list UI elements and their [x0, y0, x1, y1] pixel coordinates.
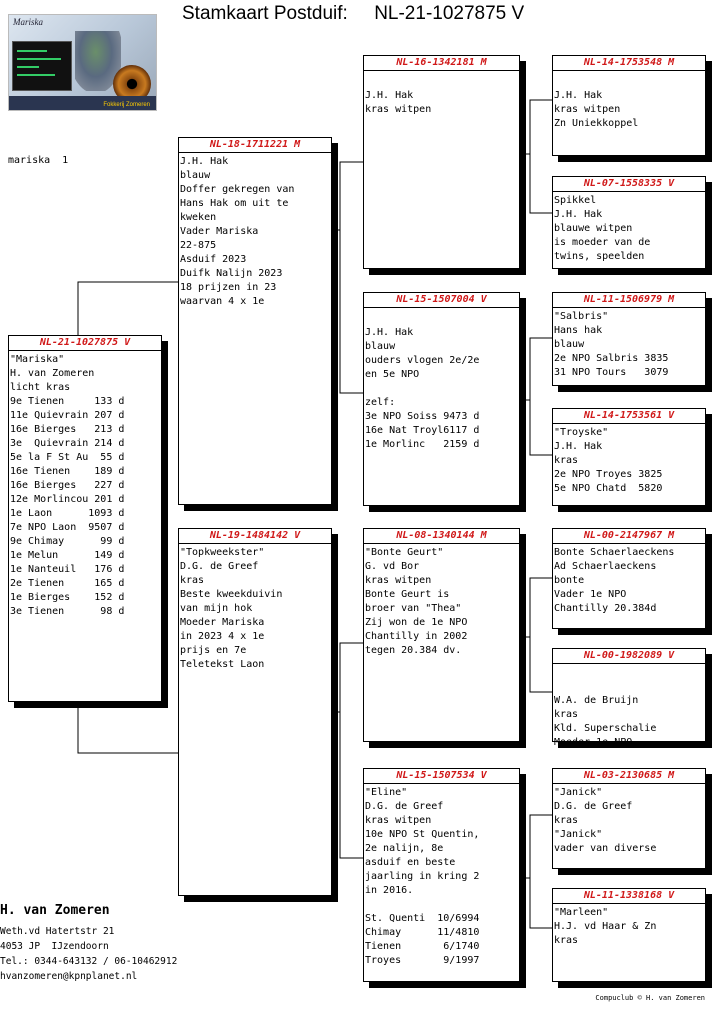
card-note: mariska 1 [8, 155, 69, 166]
detail-line: 10e NPO St Quentin, [365, 829, 480, 840]
detail-line: 12e Morlincou 201 d [10, 494, 125, 505]
card-details [553, 784, 705, 856]
card-details [9, 351, 161, 619]
ring-number: NL-08-1340144 M [364, 529, 519, 544]
detail-line: 11e Quievrain 207 d [10, 410, 125, 421]
photo-label: Mariska [13, 17, 43, 27]
detail-line: in 2016. [365, 885, 414, 896]
detail-line: "Salbris" [554, 311, 609, 322]
detail-line: Vader 1e NPO [554, 589, 627, 600]
photo-badge: Fokkerij Zomeren [103, 102, 150, 108]
detail-line: "Topkweekster" [180, 547, 265, 558]
detail-line [365, 898, 519, 912]
detail-line: licht kras [10, 382, 71, 393]
detail-line: "Bonte Geurt" [365, 547, 444, 558]
detail-line: "Janick" [554, 829, 603, 840]
detail-line: 5e NPO Chatd 5820 [554, 483, 663, 494]
detail-line: 1e Laon 1093 d [10, 508, 125, 519]
detail-line: 16e Nat Troyl6117 d [365, 425, 480, 436]
pedigree-card-maternal-grandfather[interactable] [363, 528, 520, 742]
owner-city: 4053 JP IJzendoorn [0, 941, 109, 952]
pedigree-card-paternal-grandmother[interactable] [363, 292, 520, 506]
detail-line: "Mariska" [10, 354, 65, 365]
detail-line: 16e Bierges 213 d [10, 424, 125, 435]
detail-line: 3e Quievrain 214 d [10, 438, 125, 449]
detail-line: 9e Tienen 133 d [10, 396, 125, 407]
detail-line: kras [180, 575, 205, 586]
detail-line: 2e nalijn, 8e [365, 843, 444, 854]
detail-line: Bonte Schaerlaeckens [554, 547, 675, 558]
detail-line: 3e Tienen 98 d [10, 606, 125, 617]
detail-line: Moeder Mariska [180, 617, 265, 628]
detail-line: 5e la F St Au 55 d [10, 452, 125, 463]
pedigree-card-mother[interactable] [178, 528, 332, 896]
card-details [364, 308, 519, 452]
pedigree-card-ggf-4[interactable] [552, 768, 706, 869]
ring-number: NL-14-1753561 V [553, 409, 705, 424]
detail-line: kras witpen [365, 575, 432, 586]
detail-line: jaarling in kring 2 [365, 871, 480, 882]
detail-line: 16e Bierges 227 d [10, 480, 125, 491]
detail-line: 9e Chimay 99 d [10, 536, 125, 547]
detail-line: ouders vlogen 2e/2e [365, 355, 480, 366]
detail-line: Zij won de 1e NPO [365, 617, 468, 628]
detail-line: kras witpen [365, 815, 432, 826]
detail-line: blauwe witpen [554, 223, 633, 234]
detail-line: Chimay 11/4810 [365, 927, 480, 938]
detail-line: Spikkel [554, 195, 597, 206]
detail-line: 7e NPO Laon 9507 d [10, 522, 125, 533]
detail-line: J.H. Hak [554, 209, 603, 220]
detail-line: Chantilly 20.384d [554, 603, 657, 614]
detail-line: 1e Nanteuil 176 d [10, 564, 125, 575]
detail-line: kras witpen [365, 104, 432, 115]
detail-line: 18 prijzen in 23 [180, 282, 277, 293]
detail-line: D.G. de Greef [554, 801, 633, 812]
detail-line: vader van diverse [554, 843, 657, 854]
ring-number: NL-18-1711221 M [179, 138, 331, 153]
card-details [364, 71, 519, 117]
detail-line: St. Quenti 10/6994 [365, 913, 480, 924]
detail-line: 1e Melun 149 d [10, 550, 125, 561]
card-details [179, 544, 331, 672]
card-details [364, 544, 519, 658]
detail-line: W.A. de Bruijn [554, 695, 639, 706]
ring-number: NL-15-1507004 V [364, 293, 519, 308]
detail-line: Asduif 2023 [180, 254, 247, 265]
detail-line: prijs en 7e [180, 645, 247, 656]
ring-number: NL-21-1027875 V [9, 336, 161, 351]
detail-line: kras [554, 935, 579, 946]
ring-number: NL-00-2147967 M [553, 529, 705, 544]
ring-number: NL-14-1753548 M [553, 56, 705, 71]
detail-line: J.H. Hak [365, 327, 414, 338]
detail-line: twins, speelden [554, 251, 645, 262]
detail-line: Hans Hak om uit te [180, 198, 289, 209]
detail-line: Tienen 6/1740 [365, 941, 480, 952]
detail-line: H. van Zomeren [10, 368, 95, 379]
detail-line: D.G. de Greef [365, 801, 444, 812]
pedigree-card-ggm-4[interactable] [552, 888, 706, 982]
detail-line: waarvan 4 x 1e [180, 296, 265, 307]
ring-number: NL-07-1558335 V [553, 177, 705, 192]
detail-line: Moeder 1e NPO [554, 737, 633, 748]
owner-street: Weth.vd Hatertstr 21 [0, 926, 115, 937]
detail-line: Doffer gekregen van [180, 184, 295, 195]
ring-number: NL-15-1507534 V [364, 769, 519, 784]
ring-number: NL-11-1338168 V [553, 889, 705, 904]
detail-line: H.J. vd Haar & Zn [554, 921, 657, 932]
detail-line: Troyes 9/1997 [365, 955, 480, 966]
pedigree-card-ggm-1[interactable] [552, 176, 706, 269]
owner-name: H. van Zomeren [0, 903, 110, 918]
detail-line: 2e NPO Troyes 3825 [554, 469, 663, 480]
detail-line: 2e Tienen 165 d [10, 578, 125, 589]
page-title: Stamkaart Postduif: NL-21-1027875 V [182, 3, 525, 24]
detail-line: zelf: [365, 397, 396, 408]
ring-number: NL-03-2130685 M [553, 769, 705, 784]
pedigree-card-ggm-2[interactable] [552, 408, 706, 506]
detail-line: asduif en beste [365, 857, 456, 868]
detail-line: en 5e NPO [365, 369, 420, 380]
card-details [553, 192, 705, 264]
detail-line: blauw [180, 170, 211, 181]
detail-line: Bonte Geurt is [365, 589, 450, 600]
detail-line [554, 666, 705, 680]
detail-line [554, 680, 705, 694]
detail-line: Ad Schaerlaeckens [554, 561, 657, 572]
detail-line: 31 NPO Tours 3079 [554, 367, 669, 378]
pedigree-card-ggf-3[interactable] [552, 528, 706, 629]
detail-line: kras [554, 815, 579, 826]
detail-line: 22-875 [180, 240, 217, 251]
pedigree-card-father[interactable] [178, 137, 332, 505]
ring-number: NL-19-1484142 V [179, 529, 331, 544]
detail-line: J.H. Hak [554, 90, 603, 101]
ring-number: NL-00-1982089 V [553, 649, 705, 664]
card-details [553, 904, 705, 948]
detail-line: 3e NPO Soiss 9473 d [365, 411, 480, 422]
detail-line: Zn Uniekkoppel [554, 118, 639, 129]
ring-number: NL-16-1342181 M [364, 56, 519, 71]
detail-line: Hans hak [554, 325, 603, 336]
detail-line: kras [554, 709, 579, 720]
pedigree-card-ggf-2[interactable] [552, 292, 706, 386]
detail-line: Duifk Nalijn 2023 [180, 268, 283, 279]
detail-line: kweken [180, 212, 217, 223]
detail-line: "Troyske" [554, 427, 609, 438]
detail-line: J.H. Hak [554, 441, 603, 452]
detail-line: Kld. Superschalie [554, 723, 657, 734]
detail-line: is moeder van de [554, 237, 651, 248]
detail-line: "Marleen" [554, 907, 609, 918]
detail-line: 16e Tienen 189 d [10, 466, 125, 477]
detail-line: "Janick" [554, 787, 603, 798]
card-details [553, 71, 705, 131]
detail-line: bonte [554, 575, 585, 586]
detail-line: J.H. Hak [365, 90, 414, 101]
pedigree-card-paternal-grandfather[interactable] [363, 55, 520, 269]
pedigree-card-maternal-grandmother[interactable] [363, 768, 520, 982]
detail-line: in 2023 4 x 1e [180, 631, 265, 642]
detail-line [365, 382, 519, 396]
detail-line: blauw [365, 341, 396, 352]
detail-line: D.G. de Greef [180, 561, 259, 572]
footer-credit: Compuclub © H. van Zomeren [595, 994, 705, 1002]
detail-line: Teletekst Laon [180, 659, 265, 670]
card-details [179, 153, 331, 309]
card-details [553, 664, 705, 750]
detail-line: tegen 20.384 dv. [365, 645, 462, 656]
detail-line: 2e NPO Salbris 3835 [554, 353, 669, 364]
ring-number: NL-11-1506979 M [553, 293, 705, 308]
pedigree-card-ggf-1[interactable] [552, 55, 706, 156]
detail-line: 1e Morlinc 2159 d [365, 439, 480, 450]
detail-line: G. vd Bor [365, 561, 420, 572]
detail-line: Chantilly in 2002 [365, 631, 468, 642]
detail-line: Beste kweekduivin [180, 589, 283, 600]
detail-line: kras witpen [554, 104, 621, 115]
detail-line: kras [554, 455, 579, 466]
detail-line: van mijn hok [180, 603, 253, 614]
owner-phone: Tel.: 0344-643132 / 06-10462912 [0, 956, 178, 967]
card-details [364, 784, 519, 968]
card-details [553, 424, 705, 496]
detail-line: 1e Bierges 152 d [10, 592, 125, 603]
owner-email[interactable]: hvanzomeren@kpnplanet.nl [0, 971, 138, 982]
detail-line: "Eline" [365, 787, 408, 798]
owner-block [0, 903, 177, 984]
card-details [553, 544, 705, 616]
detail-line: broer van "Thea" [365, 603, 462, 614]
detail-line: J.H. Hak [180, 156, 229, 167]
card-details [553, 308, 705, 380]
detail-line: blauw [554, 339, 585, 350]
pedigree-card-ggm-3[interactable] [552, 648, 706, 748]
detail-line: Vader Mariska [180, 226, 259, 237]
pedigree-card-subject[interactable] [8, 335, 162, 702]
